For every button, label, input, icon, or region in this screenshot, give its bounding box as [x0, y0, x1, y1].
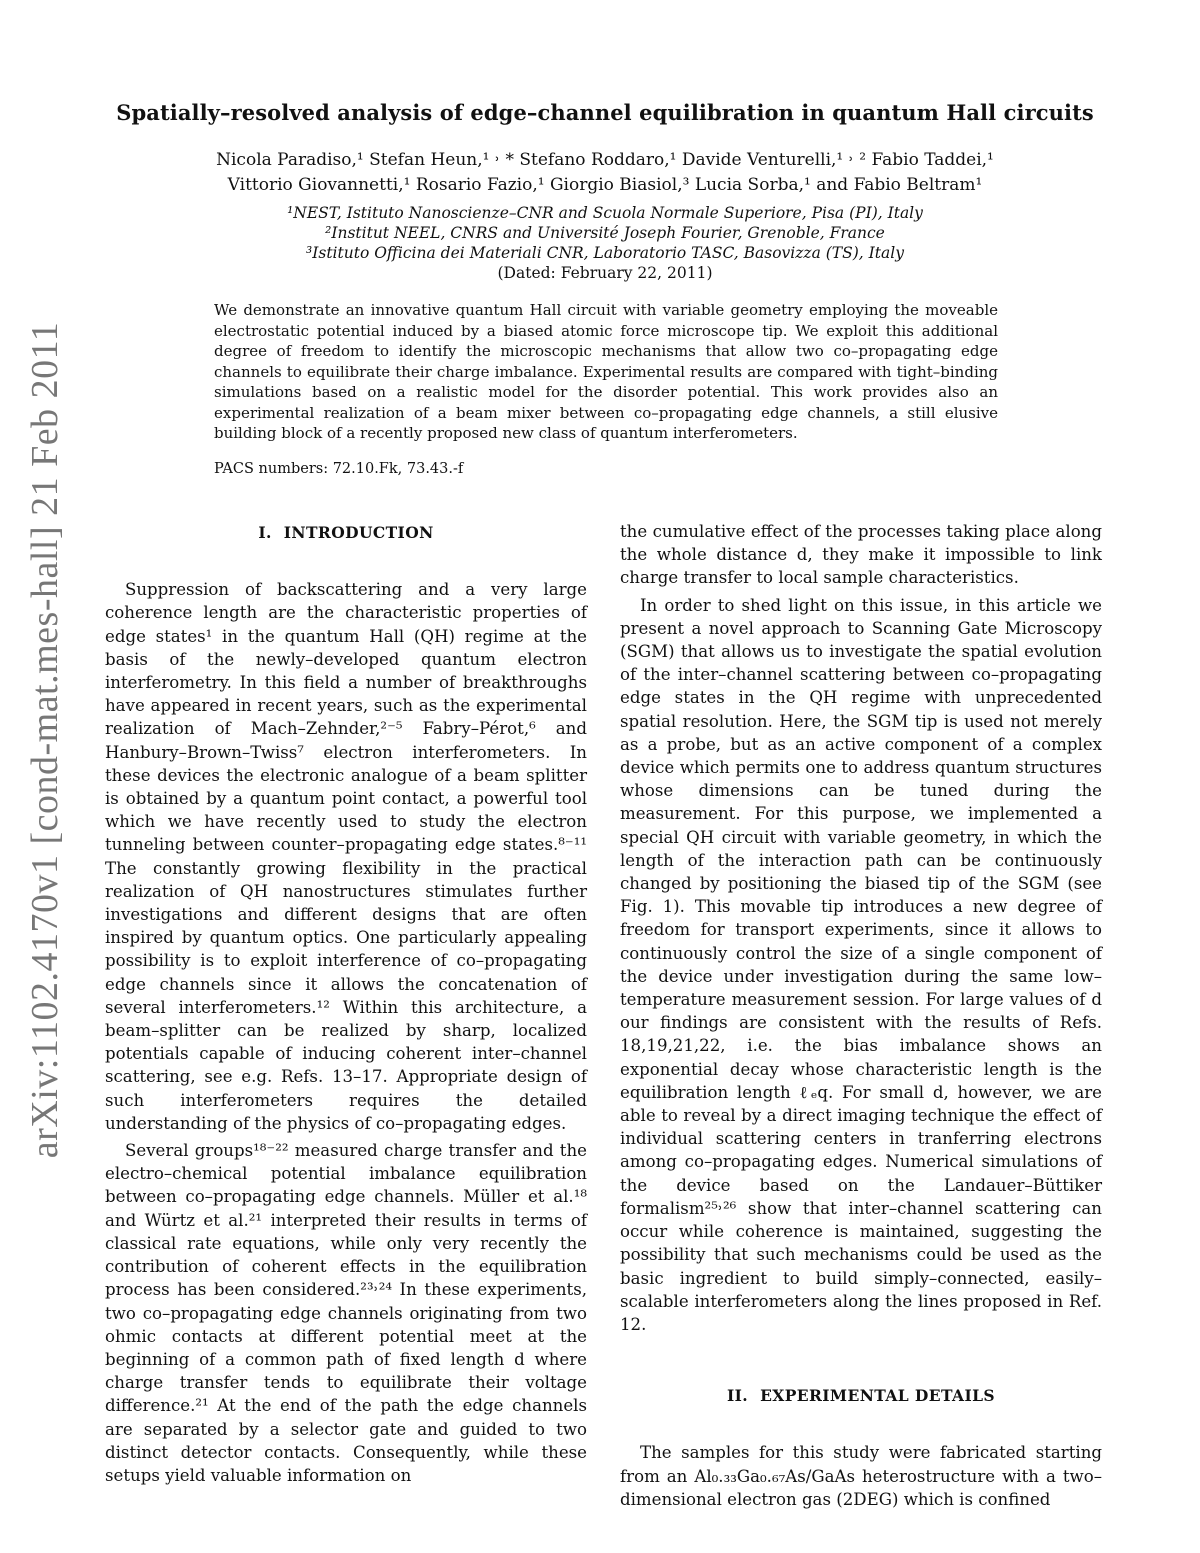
section-title: INTRODUCTION	[283, 523, 434, 542]
right-column	[620, 520, 1102, 1511]
affiliation-3: ³Istituto Officina dei Materiali CNR, Laboratorio TASC, Basovizza (TS), Italy	[306, 244, 904, 262]
left-column	[105, 517, 587, 1487]
paragraph: the cumulative effect of the processes taking place along the whole distance d, they make it impossible to link charge transfer to local sample characteristics.	[620, 522, 1102, 588]
arxiv-sidebar	[15, 290, 75, 1190]
section-heading-introduction	[105, 521, 587, 544]
paragraph: Suppression of backscattering and a very large coherence length are the characteristic properties of edge states¹ in the quantum Hall (QH) regime at the basis of the newly–developed quantum electron interferometry. In this field a number of breakthroughs have appeared in recent years, such as the experimental realization of Mach–Zehnder,²⁻⁵ Fabry–Pérot,⁶ and Hanbury–Brown–Twiss⁷ electron interferometers. In these devices the electronic analogue of a beam splitter is obtained by a quantum point contact, a powerful tool which we have recently used to study the electron tunneling between counter–propagating edge states.⁸⁻¹¹ The constantly growing flexibility in the practical realization of QH nanostructures stimulates further investigations and different designs that are often inspired by quantum optics. One particularly appealing possibility is to exploit interference of co–propagating edge channels since it allows the concatenation of several interferometers.¹² Within this architecture, a beam–splitter can be realized by sharp, localized potentials capable of inducing coherent inter–channel scattering, see e.g. Refs. 13–17. Appropriate design of such interferometers requires the detailed understanding of the physics of co–propagating edges.	[105, 580, 587, 1133]
abstract: We demonstrate an innovative quantum Hall circuit with variable geometry employing the moveable electrostatic potential induced by a biased atomic force microscope tip. We exploit this additional degree of freedom to identify the microscopic mechanisms that allow two co–propagating edge channels to equilibrate their charge imbalance. Experimental results are compared with tight–binding simulations based on a realistic model for the disorder potential. This work provides also an experimental realization of a beam mixer between co–propagating edge channels, a still elusive building block of a recently proposed new class of quantum interferometers.	[214, 301, 998, 442]
paper-title: Spatially–resolved analysis of edge–channel equilibration in quantum Hall circuits	[116, 100, 1094, 125]
paragraph: In order to shed light on this issue, in this article we present a novel approach to Scanning Gate Microscopy (SGM) that allows us to investigate the spatial evolution of the inter–channel scattering between co–propagating edge states in the QH regime with unprecedented spatial resolution. Here, the SGM tip is used not merely as a probe, but as an active component of a complex device which permits one to address quantum structures whose dimensions can be tuned during the measurement. For this purpose, we implemented a special QH circuit with variable geometry, in which the length of the interaction path can be continuously changed by positioning the biased tip of the SGM (see Fig. 1). This movable tip introduces a new degree of freedom for transport experiments, since it allows to continuously control the size of a single component of the device under investigation during the same low–temperature measurement session. For large values of d our findings are consistent with the results of Refs. 18,19,21,22, i.e. the bias imbalance shows an exponential decay whose characteristic length is the equilibration length ℓₑq. For small d, however, we are able to reveal by a direct imaging technique the effect of individual scattering centers in tranferring electrons among co–propagating edges. Numerical simulations of the device based on the Landauer–Büttiker formalism²⁵˒²⁶ show that inter–channel scattering can occur while coherence is maintained, suggesting the possibility that such mechanisms could be used as the basic ingredient to build simply–connected, easily–scalable interferometers along the lines proposed in Ref. 12.	[620, 595, 1102, 1334]
affiliation-list	[200, 203, 1010, 283]
section-number: II.	[726, 1386, 749, 1406]
authors-line-1: Nicola Paradiso,¹ Stefan Heun,¹ ˒ * Stefano Roddaro,¹ Davide Venturelli,¹ ˒ ² Fabio Taddei,¹	[216, 150, 994, 170]
author-list	[200, 148, 1010, 198]
authors-line-2: Vittorio Giovannetti,¹ Rosario Fazio,¹ Giorgio Biasiol,³ Lucia Sorba,¹ and Fabio Beltram¹	[227, 175, 983, 195]
paragraph: Several groups¹⁸⁻²² measured charge transfer and the electro–chemical potential imbalance equilibration between co–propagating edge channels. Müller et al.¹⁸ and Würtz et al.²¹ interpreted their results in terms of classical rate equations, while only very recently the contribution of coherent effects in the equilibration process has been considered.²³˒²⁴ In these experiments, two co–propagating edge channels originating from two ohmic contacts at different potential meet at the beginning of a common path of fixed length d where charge transfer tends to equilibrate their voltage difference.²¹ At the end of the path the edge channels are separated by a selector gate and guided to two distinct detector contacts. Consequently, while these setups yield valuable information on	[105, 1141, 587, 1485]
section-heading-experimental-details	[620, 1384, 1102, 1407]
paragraph: The samples for this study were fabricated starting from an Al₀.₃₃Ga₀.₆₇As/GaAs heterostructure with a two–dimensional electron gas (2DEG) which is confined	[620, 1443, 1102, 1509]
affiliation-1: ¹NEST, Istituto Nanoscienze–CNR and Scuola Normale Superiore, Pisa (PI), Italy	[287, 204, 923, 222]
pacs-numbers: PACS numbers: 72.10.Fk, 73.43.-f	[214, 461, 464, 477]
arxiv-identifier: arXiv:1102.4170v1 [cond-mat.mes-hall] 21 Feb 2011	[24, 321, 66, 1159]
section-title: EXPERIMENTAL DETAILS	[760, 1386, 995, 1406]
affiliation-2: ²Institut NEEL, CNRS and Université Joseph Fourier, Grenoble, France	[325, 224, 885, 242]
date-line: (Dated: February 22, 2011)	[497, 264, 713, 282]
section-number: I.	[258, 523, 272, 542]
